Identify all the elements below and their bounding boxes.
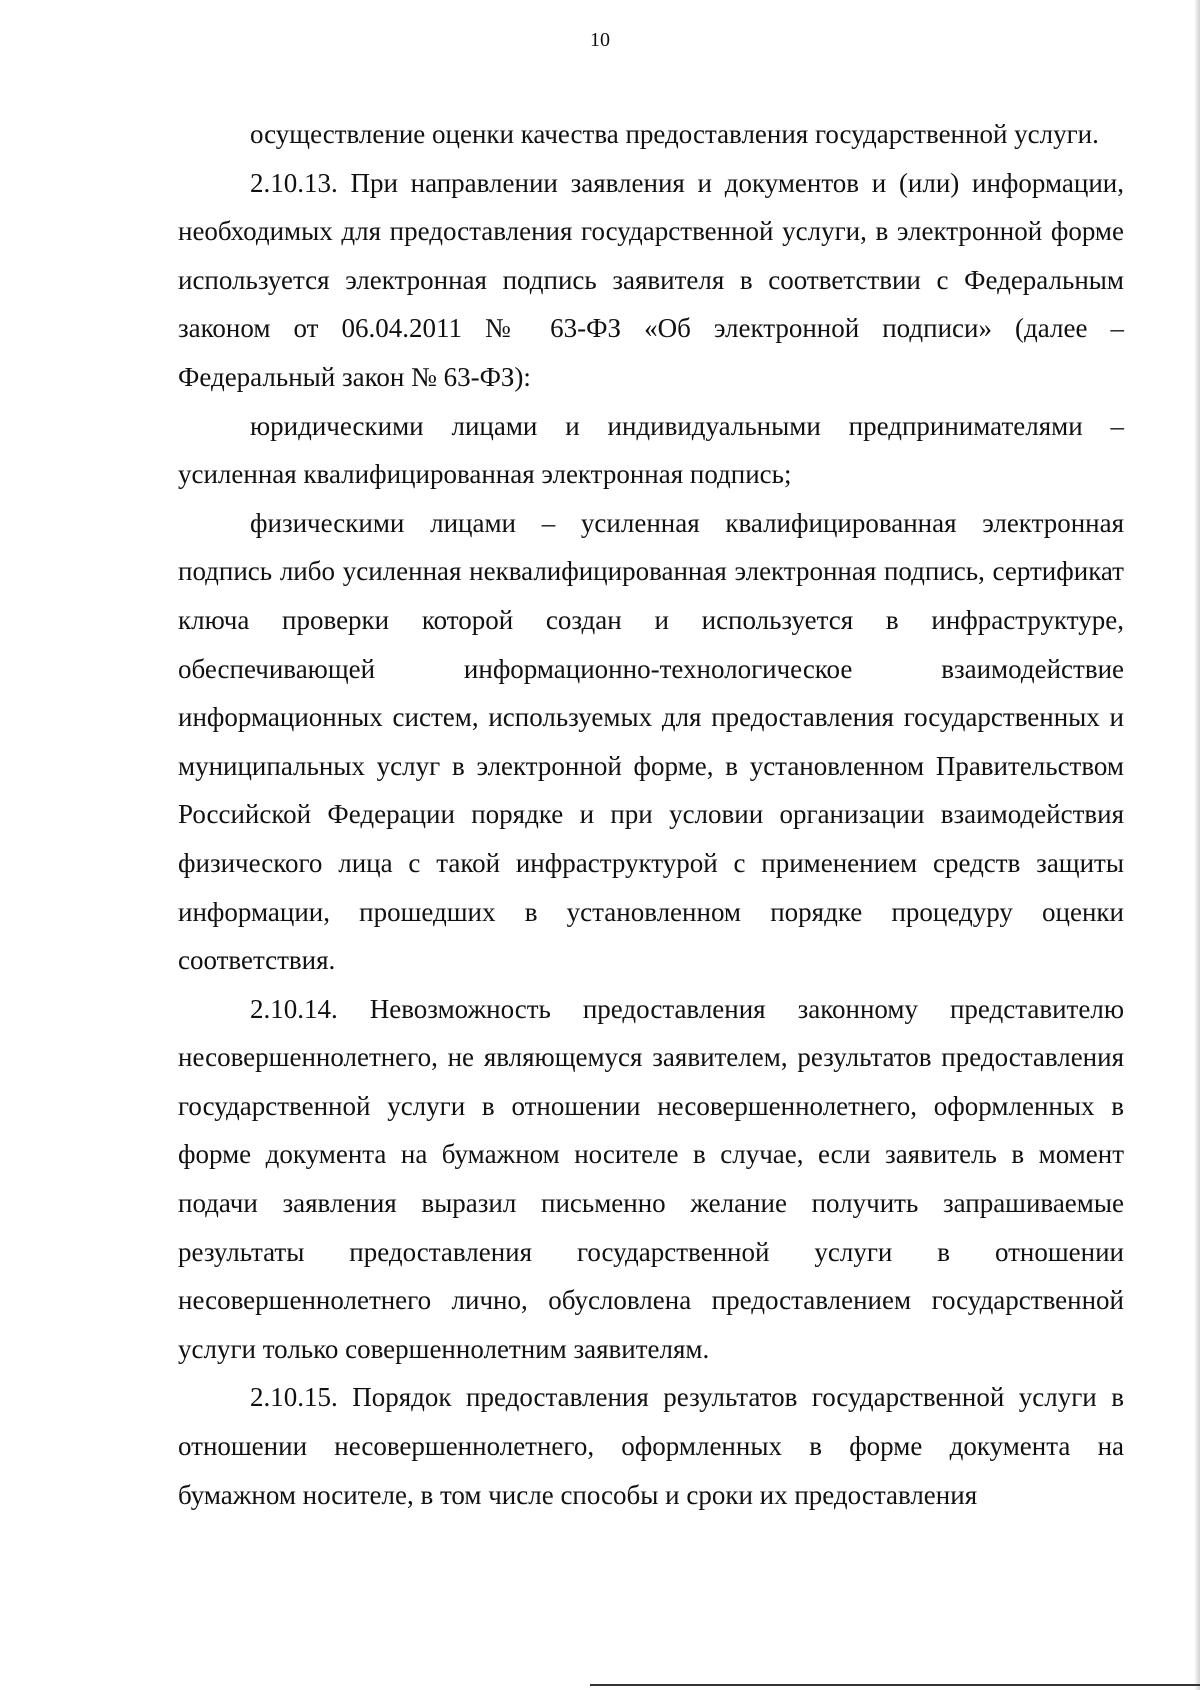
- page-number: 10: [590, 29, 610, 51]
- document-body: [178, 110, 1124, 1519]
- scan-edge-shadow: [1194, 0, 1200, 1690]
- paragraph-2-10-14: 2.10.14. Невозможность предоставления законному представителю несовершеннолетнего, не являющемуся заявителем, результатов предоставления государственной услуги в отношении несовершеннолетнего, оформленных в форме документа на бумажном носителе в случае, если заявитель в момент подачи заявления выразил письменно желание получить запрашиваемые результаты предоставления государственной услуги в отношении несовершеннолетнего лично, обусловлена предоставлением государственной услуги только совершеннолетним заявителям.: [178, 993, 1124, 1364]
- paragraph-2-10-15: 2.10.15. Порядок предоставления результатов государственной услуги в отношении несовершеннолетнего, оформленных в форме документа на бумажном носителе, в том числе способы и сроки их предоставления: [178, 1382, 1124, 1510]
- paragraph-2-10-13: 2.10.13. При направлении заявления и документов и (или) информации, необходимых для предоставления государственной услуги, в электронной форме используется электронная подпись заявителя в соответствии с Федеральным законом от 06.04.2011 № 63-ФЗ «Об электронной подписи» (далее – Федеральный закон № 63-ФЗ):: [178, 167, 1124, 392]
- paragraph-service-quality-assessment: осуществление оценки качества предоставления государственной услуги.: [250, 119, 1099, 149]
- paragraph-legal-entities-signature: юридическими лицами и индивидуальными предпринимателями – усиленная квалифицированная электронная подпись;: [178, 410, 1124, 490]
- paragraph-individuals-signature: физическими лицами – усиленная квалифицированная электронная подпись либо усиленная неквалифицированная электронная подпись, сертификат ключа проверки которой создан и используется в инфраструктуре, обеспечивающей информационно-технологическое взаимодействие информационных систем, используемых для предоставления государственных и муниципальных услуг в электронной форме, в установленном Правительством Российской Федерации порядке и при условии организации взаимодействия физического лица с такой инфраструктурой с применением средств защиты информации, прошедших в установленном порядке процедуру оценки соответствия.: [178, 507, 1124, 976]
- scan-bottom-edge: [590, 1684, 1200, 1686]
